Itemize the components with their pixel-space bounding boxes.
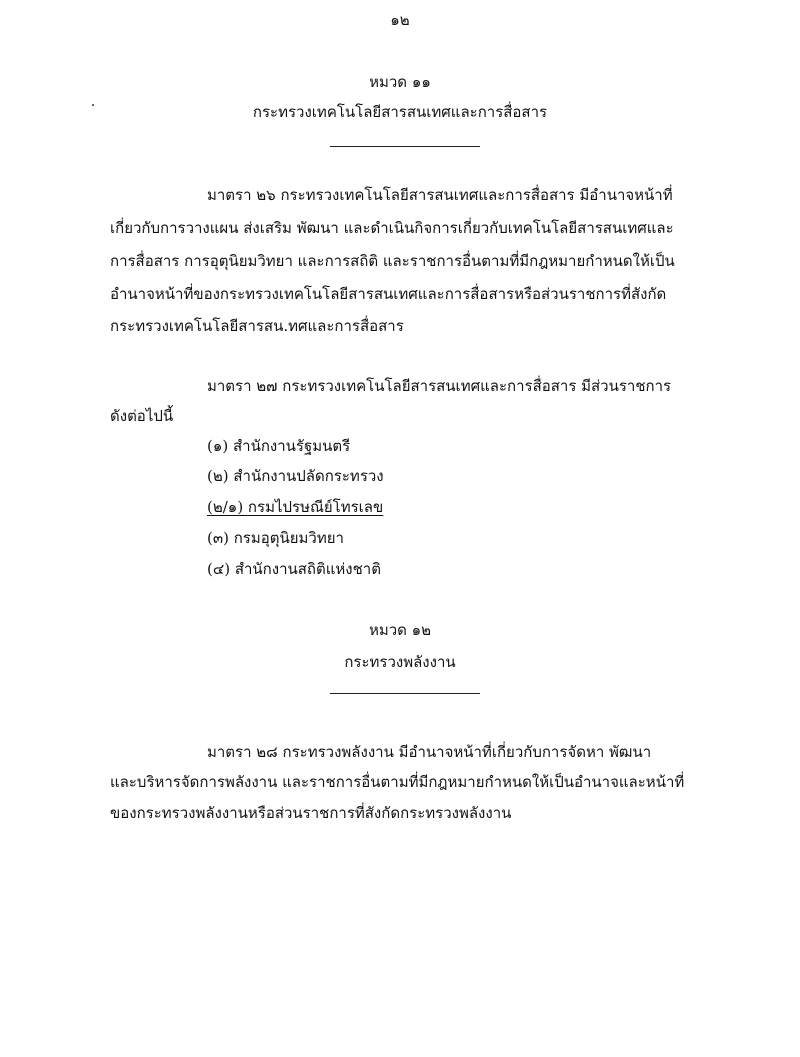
section-28-line-3: ของกระทรวงพลังงานหรือส่วนราชการที่สังกัดกระทรวงพลังงาน [110,804,512,822]
section-27-item-2-1: (๒/๑) กรมไปรษณีย์โทรเลข [207,498,384,516]
section-27-item-3: (๓) กรมอุตุนิยมวิทยา [207,529,344,547]
chapter-11-heading: หมวด ๑๑ [369,73,431,91]
section-27-line-2: ดังต่อไปนี้ [110,407,174,425]
section-27-item-1: (๑) สำนักงานรัฐมนตรี [207,437,351,455]
section-26-line-1: มาตรา ๒๖ กระทรวงเทคโนโลยีสารสนเทศและการสื่อสาร มีอำนาจหน้าที่ [207,186,673,204]
section-26-line-5: กระทรวงเทคโนโลยีสารสน.ทศและการสื่อสาร [110,317,404,335]
page-number: ๑๒ [390,11,410,29]
section-27-item-4: (๔) สำนักงานสถิติแห่งชาติ [207,560,381,578]
section-28-line-2: และบริหารจัดการพลังงาน และราชการอื่นตามที่มีกฎหมายกำหนดให้เป็นอำนาจและหน้าที่ [110,773,685,791]
section-27-line-1: มาตรา ๒๗ กระทรวงเทคโนโลยีสารสนเทศและการสื่อสาร มีส่วนราชการ [207,377,672,395]
chapter-12-heading: หมวด ๑๒ [368,621,432,639]
section-28-line-1: มาตรา ๒๘ กระทรวงพลังงาน มีอำนาจหน้าที่เกี่ยวกับการจัดหา พัฒนา [207,743,652,761]
section-26-line-4: อำนาจหน้าที่ของกระทรวงเทคโนโลยีสารสนเทศและการสื่อสารหรือส่วนราชการที่สังกัด [110,285,667,303]
chapter-11-title: กระทรวงเทคโนโลยีสารสนเทศและการสื่อสาร [252,103,548,121]
section-27-item-2: (๒) สำนักงานปลัดกระทรวง [207,467,384,485]
section-26-line-3: การสื่อสาร การอุตุนิยมวิทยา และการสถิติ และราชการอื่นตามที่มีกฎหมายกำหนดให้เป็น [110,252,675,270]
chapter-12-divider [330,693,480,694]
chapter-11-divider [330,146,480,147]
chapter-12-title: กระทรวงพลังงาน [344,653,456,671]
section-26-line-2: เกี่ยวกับการวางแผน ส่งเสริม พัฒนา และดำเนินกิจการเกี่ยวกับเทคโนโลยีสารสนเทศและ [110,219,674,237]
